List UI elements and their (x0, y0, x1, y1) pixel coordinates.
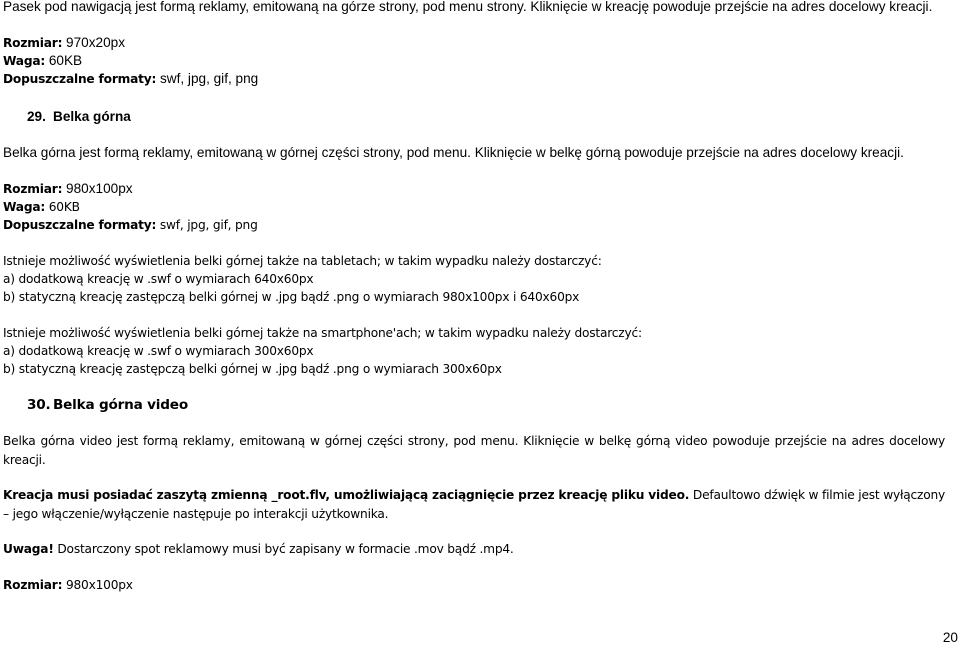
size-label: Rozmiar: (3, 36, 63, 50)
weight-label: Waga: (3, 54, 46, 68)
size-label: Rozmiar: (3, 578, 63, 592)
section29-formats (3, 216, 258, 234)
section-number: 30. (27, 397, 51, 413)
size-value: 980x100px (65, 578, 133, 592)
size-label: Rozmiar: (3, 182, 63, 196)
section28-formats (3, 70, 258, 88)
size-value: 980x100px (66, 181, 133, 196)
formats-label: Dopuszczalne formaty: (3, 218, 157, 232)
section30-size (3, 576, 133, 594)
section29-phone-a: a) dodatkową kreację w .swf o wymiarach 300x60px (3, 344, 314, 358)
section-title: Belka górna (53, 109, 131, 124)
section-number: 29. (27, 109, 46, 124)
section-title: Belka górna video (53, 397, 188, 413)
size-value: 970x20px (66, 35, 125, 50)
section29-tablet-a: a) dodatkową kreację w .swf o wymiarach 640x60px (3, 272, 314, 286)
section30-description: Belka górna video jest formą reklamy, emitowaną w górnej części strony, pod menu. Kliknięcie w belkę górną video powoduje przejście na adres docelowy kreacji. (3, 434, 945, 467)
weight-label: Waga: (3, 200, 46, 214)
weight-value: 60KB (48, 200, 80, 214)
section29-phone-b: b) statyczną kreację zastępczą belki górnej w .jpg bądź .png o wymiarach 300x60px (3, 362, 502, 376)
page-number: 20 (942, 630, 958, 645)
section30-requirement (3, 486, 945, 523)
formats-value: swf, jpg, gif, png (159, 71, 259, 86)
section30-note (3, 540, 514, 558)
section29-size (3, 180, 133, 198)
note-label: Uwaga! (3, 542, 54, 556)
section30-heading (27, 396, 188, 414)
note-text: Dostarczony spot reklamowy musi być zapisany w formacie .mov bądź .mp4. (57, 542, 514, 556)
section29-weight (3, 198, 80, 216)
section29-heading (27, 108, 131, 126)
requirement-bold: Kreacja musi posiadać zaszytą zmienną _root.flv, umożliwiającą zaciągnięcie przez kreację pliku video. (3, 488, 690, 502)
section29-tablet-intro: Istnieje możliwość wyświetlenia belki górnej także na tabletach; w takim wypadku należy dostarczyć: (3, 254, 602, 268)
requirement-rest: Defaultowo dźwięk w filmie jest wyłączony – jego włączenie/wyłączenie następuje po interakcji użytkownika. (3, 488, 945, 521)
section29-phone-intro: Istnieje możliwość wyświetlenia belki górnej także na smartphone'ach; w takim wypadku należy dostarczyć: (3, 326, 642, 340)
weight-value: 60KB (48, 53, 83, 68)
section29-tablet-b: b) statyczną kreację zastępczą belki górnej w .jpg bądź .png o wymiarach 980x100px i 640x60px (3, 290, 580, 304)
formats-value: swf, jpg, gif, png (159, 218, 258, 232)
formats-label: Dopuszczalne formaty: (3, 72, 157, 86)
section28-size (3, 34, 125, 52)
section28-weight (3, 52, 82, 70)
section28-description: Pasek pod nawigacją jest formą reklamy, emitowaną na górze strony, pod menu strony. Kliknięcie w kreację powoduje przejście na adres docelowy kreacji. (3, 0, 933, 14)
section29-description: Belka górna jest formą reklamy, emitowaną w górnej części strony, pod menu. Kliknięcie w belkę górną powoduje przejście na adres docelowy kreacji. (3, 145, 904, 160)
